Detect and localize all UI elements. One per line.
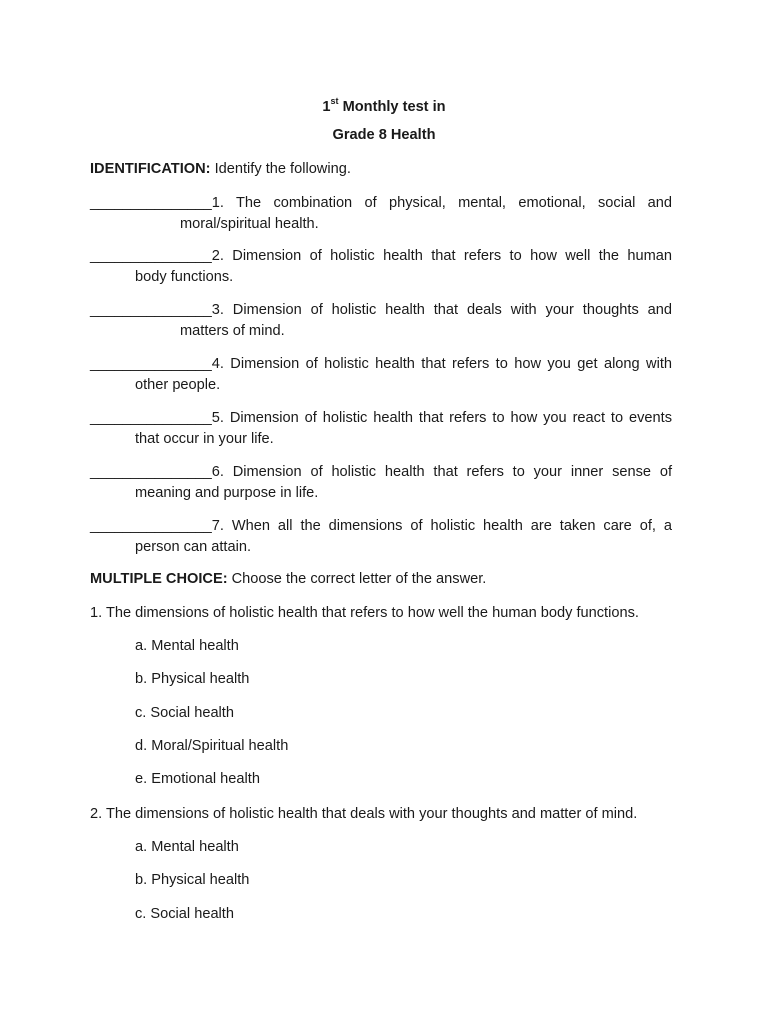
answer-blank: _______________	[90, 248, 212, 264]
identification-item-3	[90, 300, 672, 341]
identification-item-5	[90, 408, 672, 449]
answer-blank: _______________	[90, 195, 212, 211]
answer-blank: _______________	[90, 410, 212, 426]
item-text: 2. Dimension of holistic health that refers to how well the human	[211, 248, 672, 264]
page-subtitle: Grade 8 Health	[332, 127, 436, 143]
answer-blank: _______________	[90, 302, 212, 318]
mc-choice: c. Social health	[135, 705, 234, 721]
answer-blank: _______________	[90, 356, 212, 372]
mc-choice: e. Emotional health	[135, 771, 260, 787]
page-title	[0, 93, 768, 116]
title-text: Monthly test in	[338, 98, 446, 115]
identification-item-4	[90, 354, 672, 395]
item-first-line	[90, 193, 672, 214]
multiple-choice-instruction-text: Choose the correct letter of the answer.	[227, 571, 487, 587]
item-text: 5. Dimension of holistic health that refers to how you react to events	[211, 410, 672, 426]
mc-question-1: 1. The dimensions of holistic health that refers to how well the human body functions.	[90, 605, 639, 621]
mc-choice: d. Moral/Spiritual health	[135, 738, 289, 754]
identification-item-7	[90, 516, 672, 557]
item-text: 6. Dimension of holistic health that refers to your inner sense of	[211, 464, 672, 480]
item-continuation: body functions.	[135, 268, 234, 285]
item-continuation: that occur in your life.	[135, 430, 274, 447]
item-text: 4. Dimension of holistic health that refers to how you get along with	[211, 356, 672, 372]
item-continuation: person can attain.	[135, 538, 252, 555]
identification-item-6	[90, 462, 672, 503]
multiple-choice-instructions	[90, 569, 672, 590]
identification-item-1	[90, 193, 672, 234]
title-number: 1	[322, 98, 331, 115]
item-continuation: other people.	[135, 376, 221, 393]
multiple-choice-heading: MULTIPLE CHOICE:	[90, 571, 228, 587]
mc-choice: a. Mental health	[135, 839, 239, 855]
item-continuation: meaning and purpose in life.	[135, 484, 319, 501]
item-first-line	[90, 462, 672, 483]
item-first-line	[90, 354, 672, 375]
identification-instructions	[90, 159, 672, 180]
item-first-line	[90, 516, 672, 537]
mc-choice: b. Physical health	[135, 872, 250, 888]
identification-instruction-text: Identify the following.	[210, 161, 351, 177]
item-text: 3. Dimension of holistic health that deals with your thoughts and	[211, 302, 672, 318]
mc-choice: c. Social health	[135, 906, 234, 922]
item-continuation: moral/spiritual health.	[180, 215, 319, 232]
item-text: 7. When all the dimensions of holistic health are taken care of, a	[211, 518, 672, 534]
item-first-line	[90, 300, 672, 321]
item-first-line	[90, 246, 672, 267]
mc-choice: b. Physical health	[135, 671, 250, 687]
item-text: 1. The combination of physical, mental, emotional, social and	[211, 195, 672, 211]
mc-choice: a. Mental health	[135, 638, 239, 654]
identification-heading: IDENTIFICATION:	[90, 161, 211, 177]
item-first-line	[90, 408, 672, 429]
answer-blank: _______________	[90, 518, 212, 534]
item-continuation: matters of mind.	[180, 322, 285, 339]
answer-blank: _______________	[90, 464, 212, 480]
identification-item-2	[90, 246, 672, 287]
title-superscript: st	[330, 96, 339, 106]
mc-question-2: 2. The dimensions of holistic health that deals with your thoughts and matter of mind.	[90, 806, 638, 822]
